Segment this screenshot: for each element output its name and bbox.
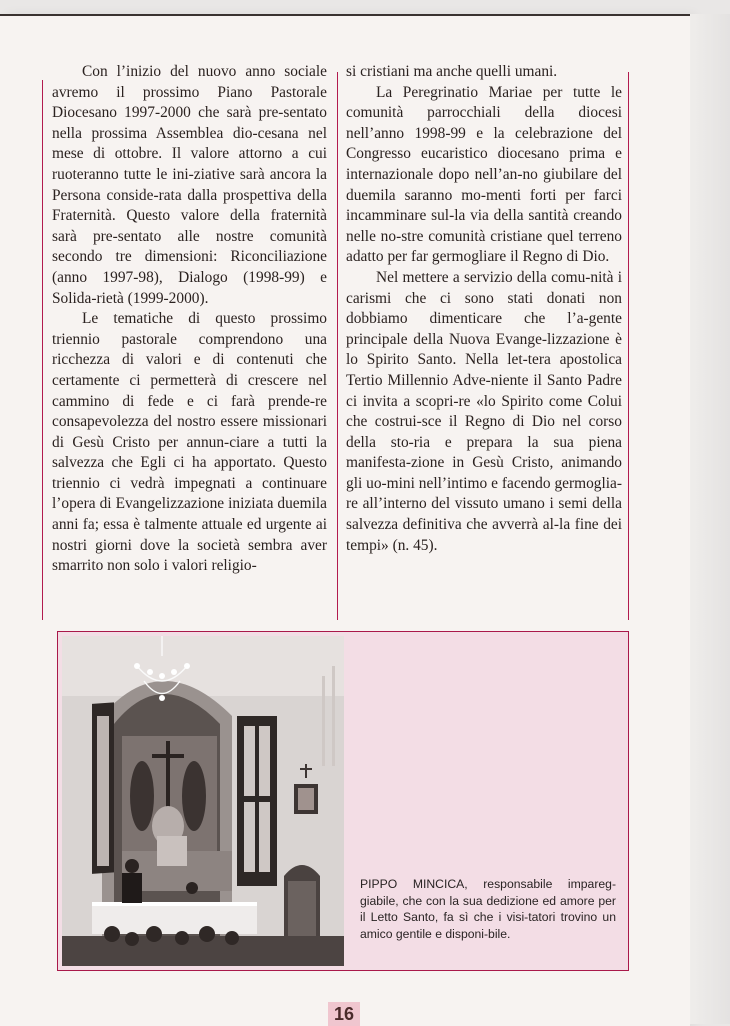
article-paragraph-2: Le tematiche di questo prossimo triennio pastorale comprendono una ricchezza di valori e di contenuti che certamente ci permetterà di crescere nel cammino di fede e ci farà prende-re consapevolezza del nostro essere missionari di Gesù Cristo per annun-ciare a tutti la salvezza che Egli ci ha apportato. Questo triennio ci vedrà impegnati a continuare l’opera di Evangelizzazione iniziata duemila anni fa; essa è talmente attuale ed urgente ai nostri giorni dove la società sembra aver smarrito non solo i valori religio- (52, 310, 327, 575)
right-column-rule (628, 72, 629, 620)
article-continuation: si cristiani ma anche quelli umani. (346, 63, 558, 80)
article-paragraph-3: La Peregrinatio Mariae per tutte le comunità parrocchiali della diocesi nell’anno 1998-99 e la celebrazione del Congresso eucaristico diocesano prima e internazionale dopo nell’an-no giubilare del duemila saranno mo-menti forti per farci incamminare sul-la via della santità creando nelle no-stre comunità cristiane quel terreno adatto per far germogliare il Regno di Dio. (346, 83, 622, 266)
article-paragraph-4: Nel mettere a servizio della comu-nità i carismi che ci sono stati donati non dobbiamo dimenticare che l’a-gente principale della Nuova Evange-lizzazione è lo Spirito Santo. Nella let-tera apostolica Tertio Millennio Adve-niente il Santo Padre ci invita a scopri-re «lo Spirito come Colui che costrui-sce il Regno di Dio nel corso della sto-ria e prepara la sua piena manifesta-zione in Gesù Cristo, animando gli uo-mini nell’intimo e facendo germoglia-re all’interno del vissuto umano i semi della salvezza definitiva che avverrà al-la fine dei tempi» (n. 45). (346, 268, 622, 554)
left-column-rule (42, 80, 43, 620)
photo-panel (57, 631, 629, 971)
center-column-rule (337, 72, 338, 620)
photo-caption: PIPPO MINCICA, responsabile impareg-giabile, che con la sua dedizione ed amore per il Letto Santo, fa sì che i visi-tatori trovino un amico gentile e disponi-bile. (360, 877, 616, 941)
page-number: 16 (328, 1002, 360, 1026)
article-right-column (346, 62, 622, 616)
page-edge (690, 14, 730, 1024)
church-altar-photo (62, 636, 344, 966)
altar-illustration (62, 636, 344, 966)
article-left-column (52, 62, 327, 616)
article-paragraph-1: Con l’inizio del nuovo anno sociale avremo il prossimo Piano Pastorale Diocesano 1997-2000 che sarà pre-sentato nella prossima Assemblea dio-cesana nel mese di ottobre. Il valore attorno a cui ruoteranno tutte le ini-ziative sarà ancora la Persona conside-rata dalla prospettiva della Fraternità. Questo valore della fraternità sarà pre-sentato alle nostre comunità secondo tre dimensioni: Riconciliazione (anno 1997-98), Dialogo (1998-99) e Solida-rietà (1999-2000). (52, 63, 327, 307)
